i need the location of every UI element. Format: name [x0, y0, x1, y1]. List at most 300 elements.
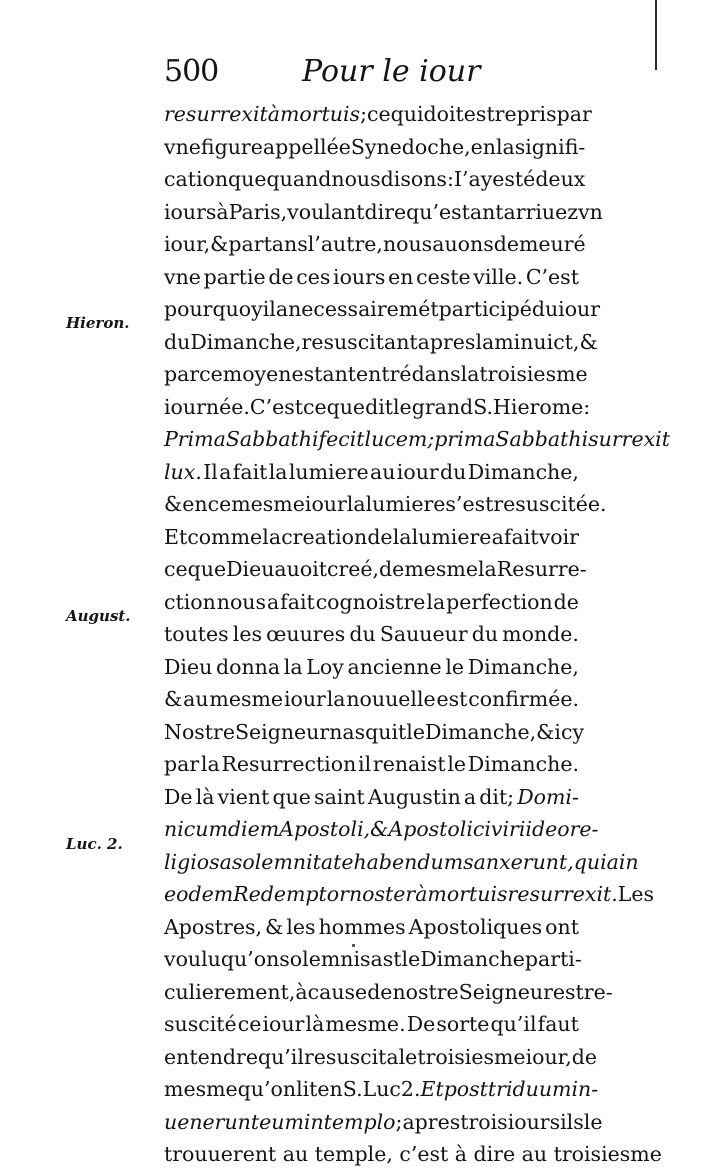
text-line [164, 1008, 579, 1041]
word: iour [304, 492, 347, 516]
text-line [164, 618, 579, 651]
word: templo [323, 1109, 396, 1134]
line-text: trouuerent au temple, c’est à dire au troisiesme [164, 1142, 662, 1166]
word: arriuez [503, 199, 579, 224]
word: que [272, 784, 311, 809]
word: Dimanche [420, 947, 525, 971]
word: ancienne [347, 654, 442, 679]
word: ction [164, 589, 216, 614]
word: lucem [364, 427, 428, 451]
word: Il [203, 459, 218, 484]
word: Nostre [164, 719, 235, 744]
word: qu’estant [406, 199, 504, 224]
word: participé [438, 297, 532, 321]
word: iour, [164, 232, 211, 256]
word: par [556, 102, 592, 126]
word: le [406, 719, 425, 744]
word: œuures [266, 622, 346, 646]
word: prima [434, 427, 496, 451]
word: iours [507, 1109, 561, 1134]
word: au [370, 459, 396, 484]
word: viri [490, 817, 526, 841]
word: à [415, 882, 428, 906]
word: creation [281, 524, 368, 549]
word: sanxerunt [463, 849, 568, 874]
word: la [426, 589, 446, 614]
word: Loy [306, 654, 344, 679]
word: le [398, 1044, 418, 1069]
word: mesme [209, 687, 284, 711]
word: uenerunt [164, 1109, 260, 1134]
word: voulu [164, 947, 221, 971]
word: l’autre, [307, 232, 383, 256]
word: grand [411, 394, 474, 419]
word: trois [460, 1109, 508, 1134]
word: Et [420, 1077, 444, 1101]
word: quia [573, 849, 619, 874]
word: partie [203, 264, 266, 289]
word: a [219, 459, 232, 484]
word: Dimanche, [467, 654, 579, 679]
word: là [195, 784, 215, 809]
word: apres [402, 1109, 461, 1134]
word: lux. [164, 459, 202, 484]
word: solemnisast [279, 947, 402, 971]
word: là [305, 1012, 325, 1036]
word: iour [283, 687, 326, 711]
word: dit; [479, 784, 515, 809]
word: les [286, 914, 316, 939]
word: iour [262, 1012, 305, 1036]
word: habendum [353, 849, 464, 874]
word: diem [227, 817, 280, 841]
word: voir [538, 524, 579, 549]
word: resuscita [303, 1044, 399, 1069]
word: & [536, 719, 555, 744]
margin-note-hieron: Hieron. [66, 314, 130, 332]
word: est [436, 687, 468, 711]
ink-speck [352, 944, 355, 947]
word: resurrexit [164, 102, 268, 126]
word: le [445, 654, 465, 679]
word: De [164, 784, 193, 809]
word: Augustin [367, 784, 461, 809]
word: C’est [525, 264, 579, 289]
word: re- [583, 979, 613, 1004]
word: il [358, 752, 372, 776]
word: s’est [445, 492, 494, 516]
word: faut [537, 1012, 579, 1036]
word: ils [560, 1109, 584, 1134]
word: Et [164, 524, 188, 549]
word: ce [367, 102, 391, 126]
word: confirmée. [468, 687, 579, 711]
word: comme [187, 524, 263, 549]
word: estant [291, 362, 357, 386]
text-line [164, 456, 579, 489]
word: par [164, 362, 200, 386]
word: le [401, 947, 421, 971]
word: la [262, 524, 282, 549]
word: C’est [249, 394, 303, 419]
word: a [266, 589, 280, 614]
text-line [164, 196, 603, 229]
word: & [164, 687, 183, 711]
word: icy [554, 719, 585, 744]
word: Prima [164, 427, 226, 451]
word: en [182, 492, 208, 516]
word: voulant [287, 199, 365, 224]
word: le [393, 394, 412, 419]
word: Domi- [517, 784, 579, 809]
text-line [164, 781, 579, 814]
word: de [379, 557, 405, 581]
word: necessairemét [288, 297, 439, 321]
word: pris [516, 102, 557, 126]
word: 2. [400, 1077, 421, 1101]
word: mesme. [325, 1012, 406, 1036]
text-line [164, 553, 587, 586]
word: que [228, 167, 267, 191]
word: in [303, 1109, 324, 1134]
word: minuict, [494, 329, 580, 354]
text-line [164, 1106, 603, 1139]
word: que [326, 394, 366, 419]
word: ceste [416, 264, 471, 289]
word: Apostoli, [279, 817, 371, 841]
word: fait [280, 589, 315, 614]
word: fecit [318, 427, 365, 451]
word: Dieu [226, 557, 275, 581]
word: dit [365, 394, 393, 419]
word: : [446, 167, 454, 191]
text-line [164, 521, 579, 554]
word: a [275, 297, 289, 321]
word: resuscitée. [493, 492, 607, 516]
word: iour [558, 297, 601, 321]
word: Dimanche, [467, 459, 579, 484]
text-line [164, 228, 586, 261]
word: nous [216, 589, 267, 614]
word: sorte [436, 1012, 490, 1036]
word: qui [390, 102, 424, 126]
word: la [460, 362, 480, 386]
word: en [388, 264, 414, 289]
word: iour, [525, 1044, 572, 1069]
word: la [200, 752, 220, 776]
word: dans [411, 362, 461, 386]
word: resurrexit. [507, 882, 618, 906]
word: mesme [231, 492, 305, 516]
word: nouuelle [346, 687, 436, 711]
word: la [392, 524, 412, 549]
word: la [268, 459, 288, 484]
word: cognoistre [315, 589, 426, 614]
word: resuscitant [301, 329, 418, 354]
word: Seigneur [234, 719, 330, 744]
word: ce [199, 362, 223, 386]
word: & [370, 817, 389, 841]
word: quand [266, 167, 332, 191]
word: entré [356, 362, 412, 386]
word: vne [164, 264, 201, 289]
word: cation [164, 167, 229, 191]
word: parti- [524, 947, 582, 971]
text-line [164, 651, 579, 684]
word: nicum [164, 817, 228, 841]
word: vn [578, 199, 603, 224]
text-line [164, 261, 579, 294]
word: fait [503, 524, 539, 549]
word: que [187, 557, 227, 581]
word: Luc [362, 1077, 401, 1101]
word: De [406, 1012, 436, 1036]
word: vient [217, 784, 270, 809]
word: ; [427, 427, 435, 451]
word: ce [302, 394, 327, 419]
word: saint [314, 784, 365, 809]
text-line [164, 163, 586, 196]
word: surrexit [588, 427, 670, 451]
word: Resurrection [221, 752, 357, 776]
word: eodem [164, 882, 234, 906]
word: auoit [274, 557, 327, 581]
text-line [164, 423, 670, 456]
word: post [443, 1077, 488, 1101]
word: S. [342, 1077, 363, 1101]
word: & [265, 914, 284, 939]
word: Paris, [228, 199, 288, 224]
word: Resurre- [496, 557, 587, 581]
word: & [210, 232, 229, 256]
text-line [164, 488, 607, 521]
word: nostre [392, 979, 459, 1004]
word: iours [164, 199, 217, 224]
margin-note-luc: Luc. 2. [66, 835, 123, 853]
word: ideo [525, 817, 570, 841]
word: ; [395, 1109, 403, 1134]
word: mortuis [279, 102, 361, 126]
word: Les [617, 882, 655, 906]
text-line [164, 131, 586, 164]
text-line [164, 391, 591, 424]
word: troisiesme [479, 362, 588, 386]
word: de [367, 524, 393, 549]
text-line [164, 98, 592, 131]
word: triduum [487, 1077, 572, 1101]
word: qu’il [490, 1012, 537, 1036]
word: qu’on [220, 947, 280, 971]
word: mesme [164, 1077, 238, 1101]
word: Apostres, [164, 914, 262, 939]
word: du [531, 297, 559, 321]
word: par [164, 752, 200, 776]
text-line [164, 1041, 598, 1074]
page-header [164, 54, 584, 100]
word: ce [207, 492, 232, 516]
word: suscité [164, 1012, 237, 1036]
word: disons [380, 167, 447, 191]
word: ville. [473, 264, 524, 289]
word: Dimanche, [190, 329, 302, 354]
word: toutes [164, 622, 229, 646]
word: ces [296, 264, 331, 289]
word: in- [571, 1077, 599, 1101]
word: la [326, 687, 346, 711]
word: donna [216, 654, 281, 679]
word: Dieu [164, 654, 213, 679]
word: Hierome: [493, 394, 591, 419]
word: il [262, 297, 276, 321]
word: , [567, 849, 574, 874]
word: appellée [262, 134, 351, 159]
text-line [164, 976, 613, 1009]
word: S. [473, 394, 494, 419]
word: fait [232, 459, 268, 484]
word: du [349, 622, 376, 646]
text-line [164, 358, 588, 391]
word: le [447, 752, 467, 776]
word: la [475, 329, 495, 354]
word: la [477, 557, 497, 581]
word: qu’il [257, 1044, 304, 1069]
word: Sabbathi [495, 427, 589, 451]
word: dire [364, 199, 407, 224]
word: moyen [222, 362, 292, 386]
word: est [552, 979, 584, 1004]
word: nasquit [329, 719, 407, 744]
text-line [164, 293, 601, 326]
word: apres [417, 329, 476, 354]
text-line [164, 846, 639, 879]
word: a [463, 784, 477, 809]
page-number: 500 [164, 54, 219, 89]
text-line [164, 1073, 599, 1106]
word: auons [432, 232, 494, 256]
text-line [164, 1138, 662, 1171]
word: Dimanche, [424, 719, 537, 744]
word: deux [535, 167, 586, 191]
text-line [164, 748, 579, 781]
word: Sauueur [379, 622, 468, 646]
word: au [183, 687, 209, 711]
word: du [471, 622, 499, 646]
text-line [164, 878, 655, 911]
word: hommes [318, 914, 406, 939]
word: Redemptor [233, 882, 349, 906]
word: troisiesme [417, 1044, 526, 1069]
word: re- [569, 817, 599, 841]
text-line [164, 943, 582, 976]
word: lumiere [411, 524, 492, 549]
word: culierement, [164, 979, 296, 1004]
word: en [317, 1077, 343, 1101]
word: signifi- [514, 134, 586, 159]
word: ce [164, 557, 188, 581]
text-line [164, 911, 579, 944]
word: les [232, 622, 263, 646]
word: Synedoche, [350, 134, 471, 159]
word: monde. [502, 622, 579, 646]
word: Dimanche. [467, 752, 579, 776]
word: eum [259, 1109, 304, 1134]
word: ; [360, 102, 368, 126]
word: I’ay [453, 167, 493, 191]
word: creé, [326, 557, 380, 581]
word: iour [396, 459, 439, 484]
word: de [553, 589, 579, 614]
word: pourquoy [164, 297, 263, 321]
word: esté [492, 167, 536, 191]
word: vne [164, 134, 201, 159]
word: mesme [404, 557, 478, 581]
margin-note-august: August. [66, 607, 131, 625]
word: du [164, 329, 191, 354]
word: du [440, 459, 467, 484]
body-text [164, 98, 670, 1171]
word: entendre [164, 1044, 258, 1069]
word: in [618, 849, 639, 874]
word: Seigneur [458, 979, 553, 1004]
word: à [267, 102, 280, 126]
word: qu’on [237, 1077, 297, 1101]
text-line [164, 813, 599, 846]
word: solemnitate [231, 849, 354, 874]
word: à [295, 979, 308, 1004]
word: mortuis [427, 882, 508, 906]
word: a [491, 524, 504, 549]
word: de [367, 979, 393, 1004]
word: la [283, 654, 303, 679]
word: le [583, 1109, 603, 1134]
word: Sabbathi [225, 427, 319, 451]
running-title: Pour le iour [302, 54, 481, 89]
word: demeuré [493, 232, 586, 256]
word: & [164, 492, 183, 516]
word: renaist [372, 752, 446, 776]
word: Apostoliques [408, 914, 543, 939]
page-edge-rule [655, 0, 657, 70]
word: lumiere [288, 459, 369, 484]
word: noster [348, 882, 416, 906]
word: perfection [446, 589, 553, 614]
word: lumiere [365, 492, 446, 516]
word: cause [307, 979, 368, 1004]
word: iours [333, 264, 386, 289]
word: & [579, 329, 598, 354]
text-line [164, 586, 579, 619]
word: ont [545, 914, 579, 939]
word: nous [382, 232, 433, 256]
word: partans [228, 232, 308, 256]
word: de [571, 1044, 598, 1069]
word: en [470, 134, 496, 159]
word: iournée. [164, 394, 250, 419]
word: nous [331, 167, 381, 191]
word: ce [237, 1012, 262, 1036]
word: doit [423, 102, 464, 126]
text-line [164, 716, 585, 749]
text-line [164, 683, 579, 716]
word: ligiosa [164, 849, 232, 874]
word: figure [200, 134, 263, 159]
word: lit [296, 1077, 318, 1101]
word: Apostolici [388, 817, 491, 841]
word: à [216, 199, 229, 224]
word: estre [463, 102, 517, 126]
word: la [346, 492, 366, 516]
word: de [268, 264, 294, 289]
